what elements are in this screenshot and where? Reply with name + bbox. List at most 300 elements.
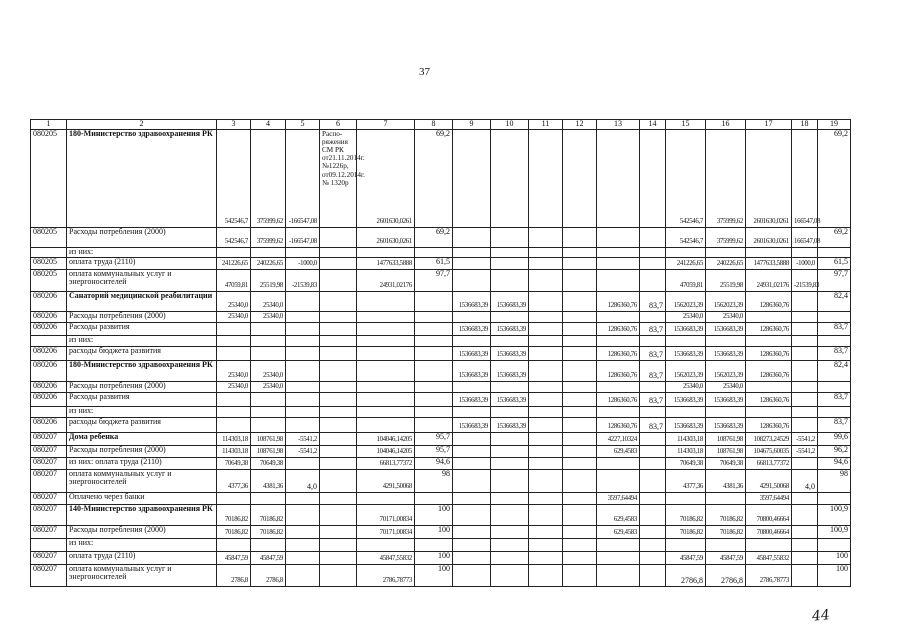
table-row — [31, 432, 851, 445]
cell-col-14 — [640, 269, 666, 291]
cell-col-18: -5541,2 — [792, 432, 818, 445]
cell-col-7: 70171,00834 — [357, 504, 415, 525]
cell-col-4 — [251, 346, 286, 360]
cell-col-9: 1536683,39 — [453, 346, 491, 360]
cell-col-9: 1536683,39 — [453, 360, 491, 381]
row-label: оплата коммунальных услуг и энергоносителей — [67, 564, 217, 586]
column-header-17: 17 — [746, 120, 792, 130]
cell-col-4: 25340,0 — [251, 291, 286, 311]
cell-col-5: -1000,0 — [286, 257, 320, 269]
cell-col-17: 4291,50068 — [746, 469, 792, 492]
cell-col-19: 100 — [818, 564, 851, 586]
table-row — [31, 469, 851, 492]
row-label: Расходы потребления (2000) — [67, 311, 217, 322]
cell-col-12 — [563, 392, 597, 406]
cell-col-9 — [453, 432, 491, 445]
cell-col-4: 240226,65 — [251, 257, 286, 269]
cell-col-8 — [415, 360, 453, 381]
cell-col-15: 4377,36 — [666, 469, 706, 492]
row-label: из них: — [67, 247, 217, 257]
cell-col-15 — [666, 406, 706, 417]
cell-col-11 — [529, 525, 563, 538]
cell-col-4: 4381,36 — [251, 469, 286, 492]
table-row — [31, 417, 851, 432]
row-label: оплата труда (2110) — [67, 257, 217, 269]
cell-col-13 — [597, 257, 640, 269]
row-label: расходы бюджета развития — [67, 346, 217, 360]
cell-col-10: 1536683,39 — [491, 346, 529, 360]
cell-col-9: 1536683,39 — [453, 392, 491, 406]
cell-col-17: 70800,46664 — [746, 525, 792, 538]
cell-col-8: 100 — [415, 525, 453, 538]
cell-col-8 — [415, 335, 453, 346]
cell-col-8: 69,2 — [415, 227, 453, 247]
cell-col-16 — [706, 538, 746, 551]
cell-col-4: 25340,0 — [251, 311, 286, 322]
cell-col-11 — [529, 551, 563, 564]
cell-col-13: 4227,10324 — [597, 432, 640, 445]
cell-col-15: 1562023,39 — [666, 360, 706, 381]
cell-col-15: 25340,0 — [666, 381, 706, 392]
cell-col-9 — [453, 257, 491, 269]
cell-col-19: 69,2 — [818, 227, 851, 247]
cell-col-9: 1536683,39 — [453, 322, 491, 335]
cell-col-12 — [563, 247, 597, 257]
cell-col-12 — [563, 538, 597, 551]
cell-col-5 — [286, 392, 320, 406]
table-row — [31, 269, 851, 291]
cell-col-19: 96,2 — [818, 445, 851, 457]
cell-col-17: 2601630,0261 — [746, 129, 792, 227]
cell-col-9 — [453, 538, 491, 551]
table-row — [31, 564, 851, 586]
cell-col-15: 25340,0 — [666, 311, 706, 322]
table-row — [31, 360, 851, 381]
cell-col-5 — [286, 538, 320, 551]
cell-col-7: 1477633,5888 — [357, 257, 415, 269]
cell-col-4: 375999,62 — [251, 129, 286, 227]
cell-col-5 — [286, 346, 320, 360]
cell-col-5 — [286, 551, 320, 564]
row-label: из них: оплата труда (2110) — [67, 457, 217, 469]
budget-table — [30, 119, 851, 587]
row-label: Расходы развития — [67, 392, 217, 406]
cell-col-5 — [286, 417, 320, 432]
cell-col-7: 2601630,0261 — [357, 227, 415, 247]
row-label: оплата коммунальных услуг и энергоносителей — [67, 269, 217, 291]
cell-col-3 — [217, 492, 251, 504]
cell-col-7 — [357, 417, 415, 432]
row-code: 080205 — [31, 227, 67, 247]
cell-col-18 — [792, 417, 818, 432]
row-code: 080207 — [31, 492, 67, 504]
cell-col-3: 542546,7 — [217, 129, 251, 227]
cell-col-14 — [640, 227, 666, 247]
cell-col-7 — [357, 492, 415, 504]
row-label: из них: — [67, 538, 217, 551]
cell-col-10 — [491, 406, 529, 417]
table-row — [31, 335, 851, 346]
cell-col-8: 69,2 — [415, 129, 453, 227]
cell-col-3 — [217, 392, 251, 406]
cell-col-9 — [453, 227, 491, 247]
cell-col-12 — [563, 381, 597, 392]
cell-col-12 — [563, 227, 597, 247]
cell-col-10 — [491, 335, 529, 346]
cell-col-19: 82,4 — [818, 360, 851, 381]
cell-col-19: 97,7 — [818, 269, 851, 291]
cell-col-5 — [286, 381, 320, 392]
cell-col-17 — [746, 538, 792, 551]
row-code — [31, 335, 67, 346]
cell-col-17: 1286360,76 — [746, 417, 792, 432]
cell-col-6 — [320, 504, 357, 525]
cell-col-17 — [746, 247, 792, 257]
cell-col-9 — [453, 311, 491, 322]
cell-col-16: 375999,62 — [706, 129, 746, 227]
cell-col-12 — [563, 269, 597, 291]
cell-col-8 — [415, 492, 453, 504]
cell-col-14 — [640, 247, 666, 257]
table-row — [31, 392, 851, 406]
column-header-11: 11 — [529, 120, 563, 130]
cell-col-16 — [706, 492, 746, 504]
cell-col-17 — [746, 335, 792, 346]
handwritten-page-mark: 44 — [811, 607, 831, 625]
column-header-19: 19 — [818, 120, 851, 130]
cell-col-19 — [818, 381, 851, 392]
row-code — [31, 538, 67, 551]
cell-col-16: 70649,38 — [706, 457, 746, 469]
cell-col-9: 1536683,39 — [453, 291, 491, 311]
table-row — [31, 457, 851, 469]
cell-col-9 — [453, 406, 491, 417]
cell-col-17: 1286360,76 — [746, 291, 792, 311]
cell-col-3: 45847,59 — [217, 551, 251, 564]
cell-col-18 — [792, 311, 818, 322]
cell-col-14 — [640, 469, 666, 492]
cell-col-7: 2786,78773 — [357, 564, 415, 586]
cell-col-8 — [415, 346, 453, 360]
cell-col-7 — [357, 392, 415, 406]
cell-col-18 — [792, 504, 818, 525]
cell-col-3 — [217, 322, 251, 335]
cell-col-3: 70186,82 — [217, 504, 251, 525]
cell-col-8: 100 — [415, 504, 453, 525]
cell-col-15: 70649,38 — [666, 457, 706, 469]
cell-col-7: 104046,14205 — [357, 432, 415, 445]
cell-col-15: 1536683,39 — [666, 392, 706, 406]
column-header-5: 5 — [286, 120, 320, 130]
cell-col-14: 83,7 — [640, 322, 666, 335]
cell-col-6 — [320, 392, 357, 406]
cell-col-17: 1286360,76 — [746, 346, 792, 360]
cell-col-5 — [286, 247, 320, 257]
cell-col-4: 25340,0 — [251, 381, 286, 392]
table-body — [31, 120, 851, 587]
cell-col-5: 4,0 — [286, 469, 320, 492]
row-label: Расходы потребления (2000) — [67, 381, 217, 392]
cell-col-16 — [706, 335, 746, 346]
cell-col-12 — [563, 551, 597, 564]
cell-col-19 — [818, 492, 851, 504]
cell-col-13 — [597, 129, 640, 227]
row-code: 080206 — [31, 311, 67, 322]
cell-col-4 — [251, 335, 286, 346]
cell-col-14 — [640, 381, 666, 392]
cell-col-17: 70800,46664 — [746, 504, 792, 525]
row-label: оплата коммунальных услуг и энергоносителей — [67, 469, 217, 492]
cell-col-9 — [453, 551, 491, 564]
cell-col-14 — [640, 551, 666, 564]
cell-col-8 — [415, 311, 453, 322]
cell-col-5: -5541,2 — [286, 432, 320, 445]
cell-col-7 — [357, 381, 415, 392]
cell-col-15: 2786,8 — [666, 564, 706, 586]
cell-col-4: 25340,0 — [251, 360, 286, 381]
cell-col-13 — [597, 538, 640, 551]
cell-col-15: 1536683,39 — [666, 322, 706, 335]
cell-col-5: -5541,2 — [286, 445, 320, 457]
cell-col-8: 95,7 — [415, 432, 453, 445]
cell-col-3: 241226,65 — [217, 257, 251, 269]
cell-col-6 — [320, 257, 357, 269]
cell-col-5 — [286, 504, 320, 525]
row-code: 080206 — [31, 381, 67, 392]
cell-col-19: 83,7 — [818, 346, 851, 360]
cell-col-3 — [217, 538, 251, 551]
cell-col-10 — [491, 381, 529, 392]
cell-col-3: 25340,0 — [217, 291, 251, 311]
column-header-13: 13 — [597, 120, 640, 130]
cell-col-5 — [286, 525, 320, 538]
cell-col-5 — [286, 406, 320, 417]
cell-col-18 — [792, 335, 818, 346]
cell-col-5 — [286, 311, 320, 322]
cell-col-19 — [818, 406, 851, 417]
cell-col-16: 45847,59 — [706, 551, 746, 564]
cell-col-8: 97,7 — [415, 269, 453, 291]
cell-col-15 — [666, 335, 706, 346]
row-label: из них: — [67, 406, 217, 417]
cell-col-12 — [563, 432, 597, 445]
cell-col-8: 94,6 — [415, 457, 453, 469]
cell-col-17: 66813,77372 — [746, 457, 792, 469]
cell-col-11 — [529, 257, 563, 269]
cell-col-14 — [640, 457, 666, 469]
cell-col-12 — [563, 469, 597, 492]
cell-col-10: 1536683,39 — [491, 322, 529, 335]
cell-col-10: 1536683,39 — [491, 291, 529, 311]
cell-col-7: 24931,02176 — [357, 269, 415, 291]
cell-col-9 — [453, 469, 491, 492]
cell-col-11 — [529, 538, 563, 551]
cell-col-11 — [529, 381, 563, 392]
cell-col-10 — [491, 257, 529, 269]
cell-col-9 — [453, 247, 491, 257]
cell-col-8 — [415, 247, 453, 257]
cell-col-19: 99,6 — [818, 432, 851, 445]
cell-col-11 — [529, 269, 563, 291]
cell-col-14: 83,7 — [640, 392, 666, 406]
cell-col-8: 61,5 — [415, 257, 453, 269]
cell-col-15: 70186,82 — [666, 525, 706, 538]
cell-col-10 — [491, 551, 529, 564]
cell-col-10: 1536683,39 — [491, 360, 529, 381]
column-header-7: 7 — [357, 120, 415, 130]
cell-col-13 — [597, 551, 640, 564]
row-code: 080207 — [31, 564, 67, 586]
cell-col-3 — [217, 346, 251, 360]
cell-col-16: 1536683,39 — [706, 346, 746, 360]
cell-col-10 — [491, 492, 529, 504]
cell-col-6 — [320, 445, 357, 457]
cell-col-18 — [792, 360, 818, 381]
cell-col-9 — [453, 492, 491, 504]
cell-col-6 — [320, 538, 357, 551]
cell-col-15: 114303,18 — [666, 445, 706, 457]
cell-col-8 — [415, 322, 453, 335]
cell-col-10 — [491, 432, 529, 445]
cell-col-15: 45847,59 — [666, 551, 706, 564]
cell-col-16 — [706, 406, 746, 417]
cell-col-5 — [286, 322, 320, 335]
cell-col-10 — [491, 269, 529, 291]
cell-col-6 — [320, 291, 357, 311]
row-code: 080205 — [31, 129, 67, 227]
cell-col-7: 4291,50068 — [357, 469, 415, 492]
cell-col-11 — [529, 564, 563, 586]
cell-col-7 — [357, 346, 415, 360]
cell-col-9 — [453, 335, 491, 346]
column-header-12: 12 — [563, 120, 597, 130]
cell-col-13 — [597, 247, 640, 257]
cell-col-14 — [640, 335, 666, 346]
cell-col-18 — [792, 247, 818, 257]
cell-col-4: 45847,59 — [251, 551, 286, 564]
cell-col-14: 83,7 — [640, 346, 666, 360]
column-header-9: 9 — [453, 120, 491, 130]
cell-col-13 — [597, 227, 640, 247]
cell-col-8: 95,7 — [415, 445, 453, 457]
cell-col-11 — [529, 457, 563, 469]
cell-col-18: 166547,08 — [792, 227, 818, 247]
row-code: 080207 — [31, 551, 67, 564]
cell-col-16: 108761,98 — [706, 445, 746, 457]
cell-col-10 — [491, 525, 529, 538]
row-label: из них: — [67, 335, 217, 346]
cell-col-13 — [597, 381, 640, 392]
row-code: 080206 — [31, 322, 67, 335]
cell-col-17: 1286360,76 — [746, 322, 792, 335]
cell-col-18 — [792, 392, 818, 406]
cell-col-4 — [251, 406, 286, 417]
cell-col-15: 70186,82 — [666, 504, 706, 525]
cell-col-6 — [320, 457, 357, 469]
cell-col-9 — [453, 457, 491, 469]
cell-col-3: 2786,8 — [217, 564, 251, 586]
cell-col-17 — [746, 311, 792, 322]
cell-col-6 — [320, 227, 357, 247]
cell-col-10 — [491, 311, 529, 322]
cell-col-12 — [563, 335, 597, 346]
cell-col-8: 100 — [415, 564, 453, 586]
cell-col-16: 1562023,39 — [706, 291, 746, 311]
cell-col-18 — [792, 406, 818, 417]
cell-col-19: 98 — [818, 469, 851, 492]
cell-col-3: 25340,0 — [217, 381, 251, 392]
cell-col-19: 82,4 — [818, 291, 851, 311]
cell-col-16: 240226,65 — [706, 257, 746, 269]
cell-col-13: 3597,64494 — [597, 492, 640, 504]
cell-col-11 — [529, 291, 563, 311]
cell-col-11 — [529, 445, 563, 457]
cell-col-6 — [320, 432, 357, 445]
cell-col-12 — [563, 406, 597, 417]
row-label: Расходы потребления (2000) — [67, 227, 217, 247]
cell-col-18 — [792, 538, 818, 551]
row-code: 080207 — [31, 432, 67, 445]
table-row — [31, 129, 851, 227]
cell-col-4: 70649,38 — [251, 457, 286, 469]
resolution-note: Распо-ряжения СМ РК от21.11.2014г. №1226р, от09.12.2014г. № 1320р — [320, 129, 357, 227]
cell-col-12 — [563, 525, 597, 538]
cell-col-4 — [251, 247, 286, 257]
row-code: 080207 — [31, 445, 67, 457]
cell-col-3: 25340,0 — [217, 360, 251, 381]
cell-col-19: 83,7 — [818, 322, 851, 335]
cell-col-15 — [666, 492, 706, 504]
cell-col-19: 69,2 — [818, 129, 851, 227]
cell-col-10 — [491, 227, 529, 247]
cell-col-4: 25519,98 — [251, 269, 286, 291]
row-code: 080207 — [31, 469, 67, 492]
row-code: 080206 — [31, 392, 67, 406]
cell-col-9: 1536683,39 — [453, 417, 491, 432]
cell-col-13: 1286360,76 — [597, 346, 640, 360]
cell-col-14 — [640, 525, 666, 538]
cell-col-16: 70186,82 — [706, 525, 746, 538]
cell-col-16: 2786,8 — [706, 564, 746, 586]
column-header-15: 15 — [666, 120, 706, 130]
cell-col-5: -166547,08 — [286, 227, 320, 247]
cell-col-15: 47059,81 — [666, 269, 706, 291]
cell-col-14 — [640, 538, 666, 551]
cell-col-3: 70186,82 — [217, 525, 251, 538]
cell-col-9 — [453, 445, 491, 457]
table-row — [31, 492, 851, 504]
cell-col-13: 1286360,76 — [597, 360, 640, 381]
cell-col-17: 104675,60035 — [746, 445, 792, 457]
cell-col-4: 70186,82 — [251, 504, 286, 525]
cell-col-19: 100,9 — [818, 504, 851, 525]
cell-col-16: 4381,36 — [706, 469, 746, 492]
cell-col-15: 1536683,39 — [666, 346, 706, 360]
cell-col-3 — [217, 335, 251, 346]
table-row — [31, 346, 851, 360]
cell-col-15: 542546,7 — [666, 227, 706, 247]
cell-col-14: 83,7 — [640, 417, 666, 432]
column-header-10: 10 — [491, 120, 529, 130]
cell-col-8 — [415, 392, 453, 406]
cell-col-11 — [529, 406, 563, 417]
cell-col-16: 25519,98 — [706, 269, 746, 291]
cell-col-16: 1536683,39 — [706, 322, 746, 335]
cell-col-7 — [357, 335, 415, 346]
table-row — [31, 445, 851, 457]
cell-col-16: 375999,62 — [706, 227, 746, 247]
cell-col-19: 100,9 — [818, 525, 851, 538]
